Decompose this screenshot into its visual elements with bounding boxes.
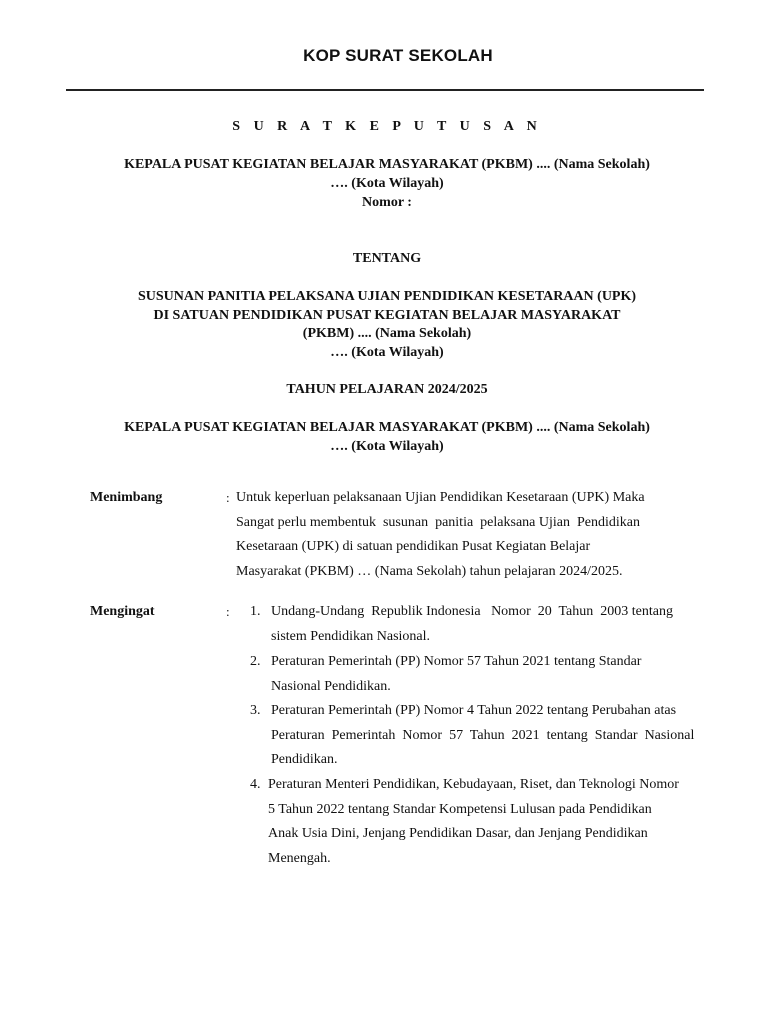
list-line: sistem Pendidikan Nasional. xyxy=(271,628,431,644)
list-line: Pendidikan. xyxy=(271,752,338,768)
list-number: 1. xyxy=(250,604,261,619)
academic-year: TAHUN PELAJARAN 2024/2025 xyxy=(286,382,488,397)
about-heading: TENTANG xyxy=(352,251,422,266)
list-number: 2. xyxy=(250,654,261,669)
issuer-line-1: KEPALA PUSAT KEGIATAN BELAJAR MASYARAKAT (PKBM) .... (Nama Sekolah) xyxy=(124,157,650,172)
subject-line-2: DI SATUAN PENDIDIKAN PUSAT KEGIATAN BELAJAR MASYARAKAT xyxy=(153,308,621,323)
list-line: Peraturan Menteri Pendidikan, Kebudayaan, Riset, dan Teknologi Nomor xyxy=(268,777,679,792)
list-line: Peraturan Pemerintah (PP) Nomor 4 Tahun 2022 tentang Perubahan atas xyxy=(271,703,677,718)
list-number: 3. xyxy=(250,703,261,718)
menimbang-line: Kesetaraan (UPK) di satuan pendidikan Pusat Kegiatan Belajar xyxy=(236,539,591,555)
list-line: Peraturan Pemerintah Nomor 57 Tahun 2021 tentang Standar Nasional xyxy=(271,727,695,743)
menimbang-line: Sangat perlu membentuk susunan panitia pelaksana Ujian Pendidikan xyxy=(236,514,640,530)
letterhead-divider xyxy=(66,89,704,91)
list-number: 4. xyxy=(250,777,261,792)
list-line: Peraturan Pemerintah (PP) Nomor 57 Tahun 2021 tentang Standar xyxy=(271,654,642,669)
list-line: 5 Tahun 2022 tentang Standar Kompetensi Lulusan pada Pendidikan xyxy=(268,801,652,817)
mengingat-colon: : xyxy=(226,604,230,619)
list-line: Menengah. xyxy=(268,850,331,866)
menimbang-line: Masyarakat (PKBM) … (Nama Sekolah) tahun pelajaran 2024/2025. xyxy=(236,563,623,579)
subject-line-1: SUSUNAN PANITIA PELAKSANA UJIAN PENDIDIKAN KESETARAAN (UPK) xyxy=(137,289,637,304)
list-line: Anak Usia Dini, Jenjang Pendidikan Dasar, dan Jenjang Pendidikan xyxy=(268,826,648,842)
menimbang-text xyxy=(236,486,645,584)
mengingat-label: Mengingat xyxy=(90,604,155,619)
issuer-line-2: …. (Kota Wilayah) xyxy=(330,176,444,191)
document-number: Nomor : xyxy=(362,195,412,210)
menimbang-label: Menimbang xyxy=(90,490,163,505)
list-line: Nasional Pendidikan. xyxy=(271,678,391,694)
list-line: Undang-Undang Republik Indonesia Nomor 20 Tahun 2003 tentang xyxy=(271,604,673,619)
subject-line-3: (PKBM) .... (Nama Sekolah) xyxy=(302,326,472,341)
issuer2-line-2: …. (Kota Wilayah) xyxy=(330,439,444,454)
menimbang-colon: : xyxy=(226,490,230,505)
document-type: S U R A T K E P U T U S A N xyxy=(232,119,542,134)
subject-line-4: …. (Kota Wilayah) xyxy=(330,345,444,360)
issuer2-line-1: KEPALA PUSAT KEGIATAN BELAJAR MASYARAKAT (PKBM) .... (Nama Sekolah) xyxy=(124,420,650,435)
menimbang-line: Untuk keperluan pelaksanaan Ujian Pendidikan Kesetaraan (UPK) Maka xyxy=(236,490,645,505)
letterhead-title: KOP SURAT SEKOLAH xyxy=(303,46,493,65)
